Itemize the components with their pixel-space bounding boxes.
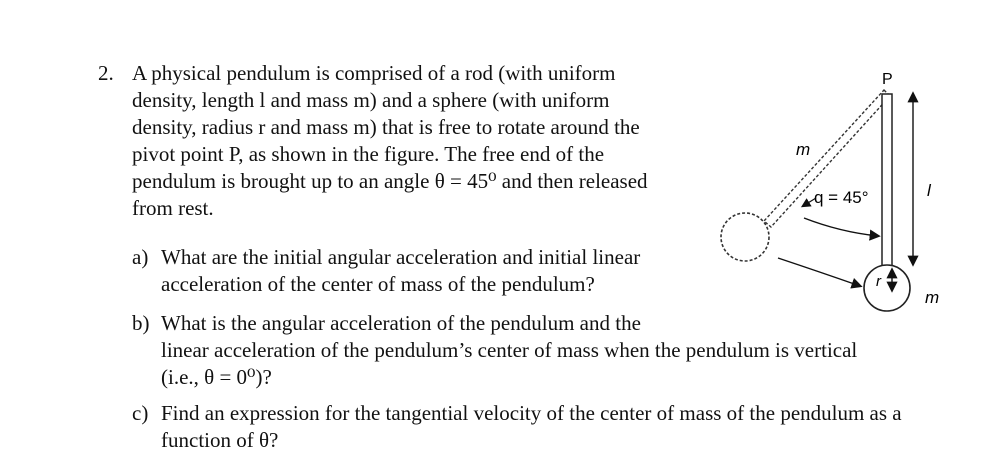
part-a-text: What are the initial angular acceleration and initial linear: [161, 245, 641, 269]
radius-label: r: [876, 273, 881, 290]
part-c-text: Find an expression for the tangential velocity of the center of mass of the pendulum as a: [161, 401, 902, 425]
swing-arrow: [778, 258, 860, 286]
part-c-label: c): [132, 401, 149, 425]
pivot-label: P: [882, 71, 893, 88]
intro-line: pivot point P, as shown in the figure. The free end of the: [132, 142, 605, 166]
part-c-text: function of θ?: [161, 428, 279, 452]
part-b-text: What is the angular acceleration of the pendulum and the: [161, 311, 641, 335]
length-label: l: [927, 181, 931, 200]
intro-line: pendulum is brought up to an angle θ = 45⁰ and then released: [132, 169, 648, 193]
part-b-label: b): [132, 311, 150, 335]
vertical-sphere: [864, 265, 910, 311]
angle-arc-arrow: [804, 218, 878, 236]
part-b-text: (i.e., θ = 0⁰)?: [161, 365, 272, 389]
intro-line: density, radius r and mass m) that is free to rotate around the: [132, 115, 640, 139]
vertical-rod: [882, 94, 892, 282]
part-b-text: linear acceleration of the pendulum’s center of mass when the pendulum is vertical: [161, 338, 858, 362]
angle-label: q = 45°: [814, 188, 869, 207]
intro-line: from rest.: [132, 196, 214, 220]
problem-number: 2.: [98, 61, 114, 85]
part-a-text: acceleration of the center of mass of the pendulum?: [161, 272, 595, 296]
sphere-mass-label: m: [925, 288, 940, 307]
rod-mass-label: m: [796, 140, 811, 159]
intro-line: A physical pendulum is comprised of a rod (with uniform: [132, 61, 616, 85]
displaced-sphere: [721, 213, 769, 261]
intro-line: density, length l and mass m) and a sphere (with uniform: [132, 88, 610, 112]
pendulum-figure: [700, 60, 970, 330]
part-a-label: a): [132, 245, 149, 269]
